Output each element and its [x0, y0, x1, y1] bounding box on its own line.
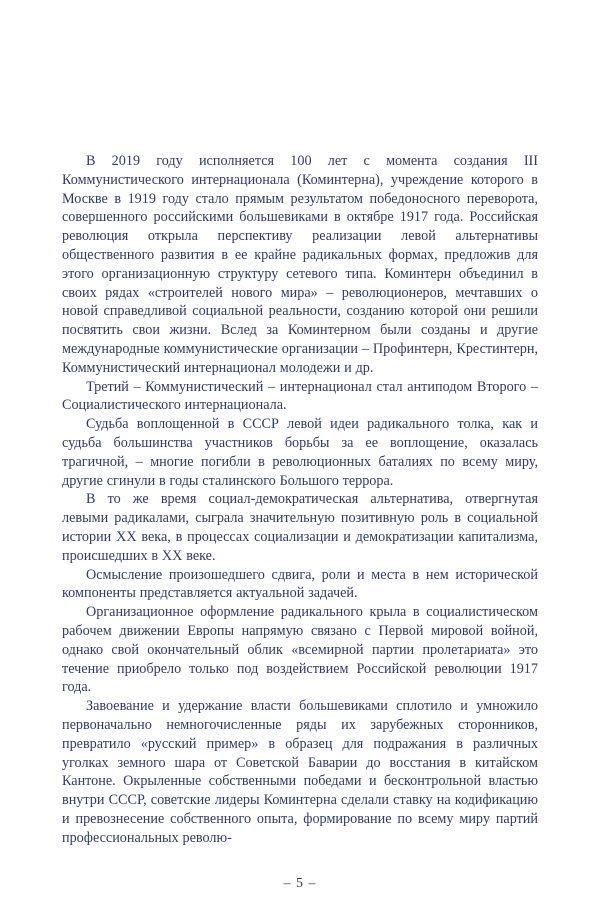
paragraph: Осмысление произошедшего сдвига, роли и места в нем исторической компоненты представляется актуальной задачей. [62, 566, 538, 602]
paragraph: Организационное оформление радикального крыла в социалистическом рабочем движении Европы напрямую связано с Первой мировой войной, однако свой окончательный облик «всемирной партии пролетариата» это течение приобрело только под воздействием Российской революции 1917 года. [62, 604, 538, 696]
paragraph: Завоевание и удержание власти большевиками сплотило и умножило первоначально немногочисленные ряды их зарубежных сторонников, превратило «русский пример» в образец для подражания в различных уголках земного шара от Советской Баварии до восстания в китайском Кантоне. Окрыленные собственными победами и бесконтрольной властью внутри СССР, советские лидеры Коминтерна сделали ставку на кодификацию и превознесение собственного опыта, формирование по всему миру партий профессиональных револю- [62, 698, 538, 846]
paragraph: В то же время социал-демократическая альтернатива, отвергнутая левыми радикалами, сыграла значительную позитивную роль в социальной истории XX века, в процессах социализации и демократизации капитализма, происшедших в XX веке. [62, 491, 538, 564]
paragraph: Судьба воплощенной в СССР левой идеи радикального толка, как и судьба большинства участников борьбы за ее воплощение, оказалась трагичной, – многие погибли в революционных баталиях по всему миру, другие сгинули в годы сталинского Большого террора. [62, 416, 538, 489]
paragraph: В 2019 году исполняется 100 лет с момента создания III Коммунистического интернационала (Коминтерна), учреждение которого в Москве в 1919 году стало прямым результатом победоносного переворота, совершенного российскими большевиками в октябре 1917 года. Российская революция открыла перспективу реализации левой альтернативы общественного развития в ее крайне радикальных формах, предложив для этого организационную структуру сетевого типа. Коминтерн объединил в своих рядах «строителей нового мира» – революционеров, мечтавших о новой справедливой социальной реальности, созданию которой они решили посвятить свои жизни. Вслед за Коминтерном были созданы и другие международные коммунистические организации – Профинтерн, Крестинтерн, Коммунистический интернационал молодежи и др. [62, 153, 538, 376]
paragraph: Третий – Коммунистический – интернационал стал антиподом Второго – Социалистического интернационала. [62, 378, 538, 414]
page-number: – 5 – [283, 876, 317, 891]
text-block [62, 152, 538, 847]
